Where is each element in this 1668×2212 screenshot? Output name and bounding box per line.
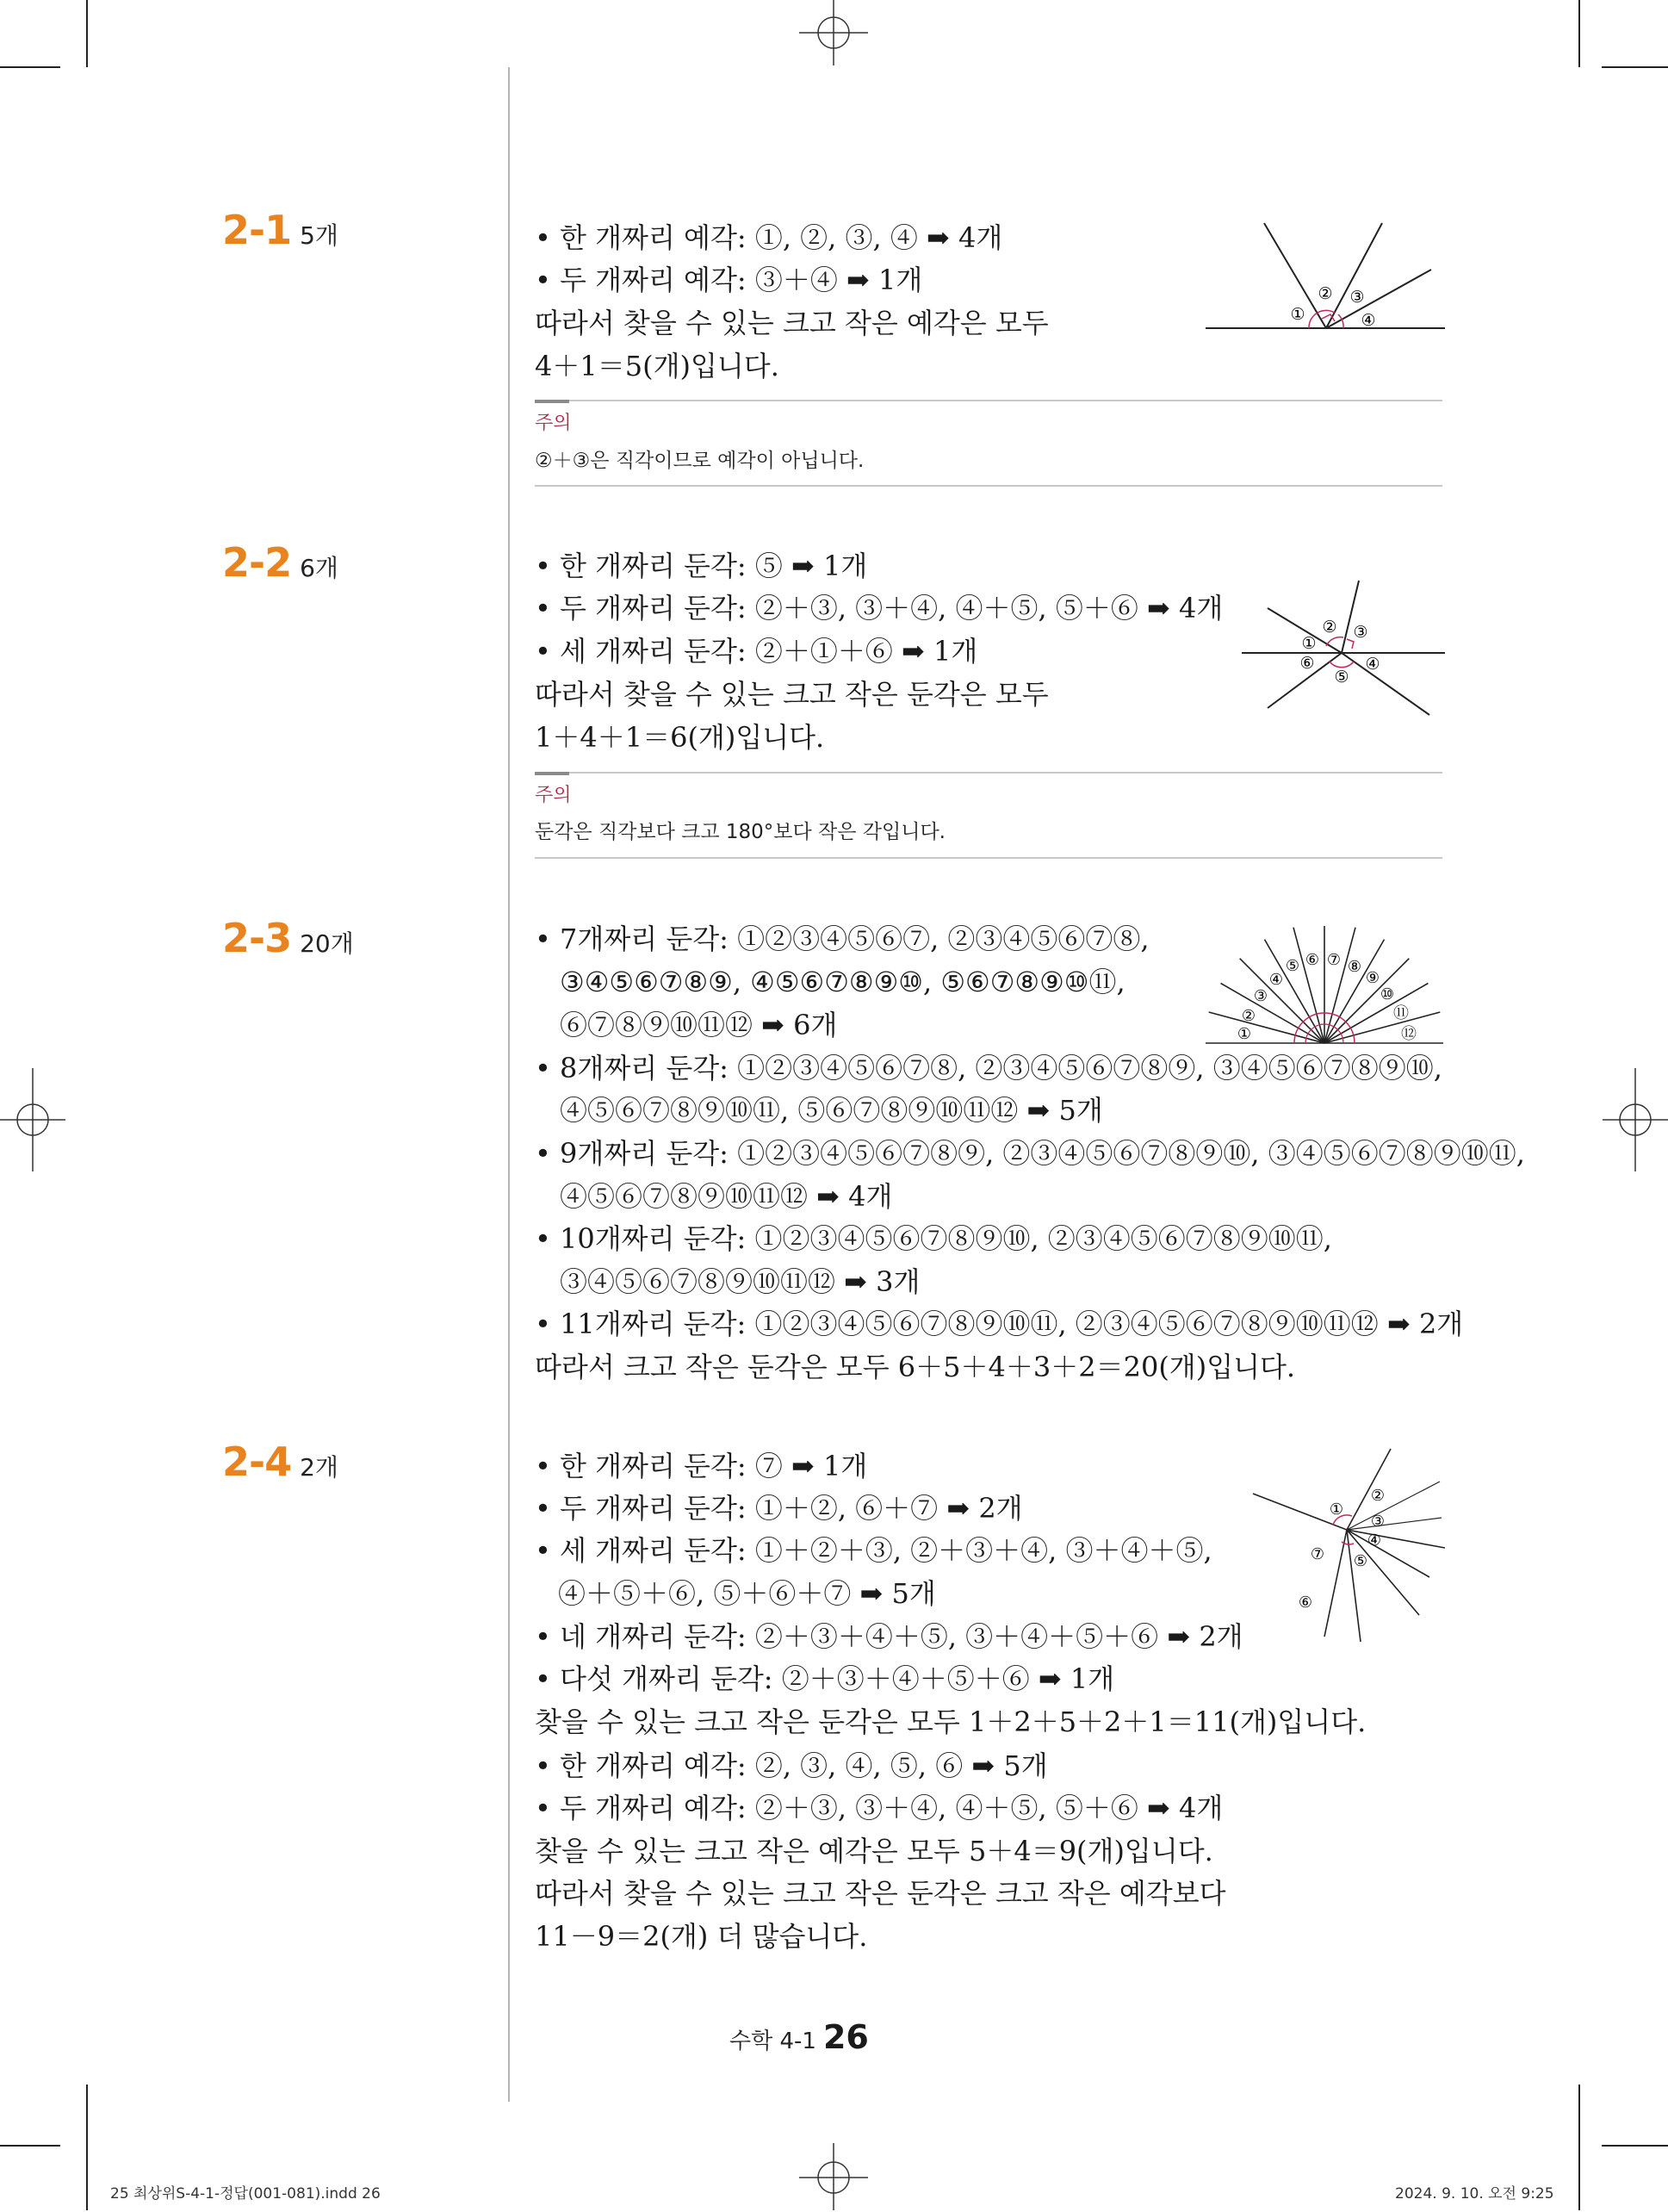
problem-answer: 20개 [300, 929, 354, 958]
figure-label: ③ [1349, 288, 1365, 307]
solution-line: • 네 개짜리 둔각: ②＋③＋④＋⑤, ③＋④＋⑤＋⑥ ➡ 2개 [535, 1620, 1243, 1653]
problem-heading [222, 1438, 338, 1485]
crop-mark [1602, 2145, 1668, 2147]
solution-line: • 세 개짜리 둔각: ①＋②＋③, ②＋③＋④, ③＋④＋⑤, [535, 1534, 1212, 1567]
figure-label: ② [1318, 284, 1333, 303]
solution-line: ③④⑤⑥⑦⑧⑨, ④⑤⑥⑦⑧⑨⑩, ⑤⑥⑦⑧⑨⑩⑪, [560, 966, 1125, 998]
problem-number: 2-2 [222, 539, 292, 586]
registration-mark [1603, 1068, 1668, 1171]
note-rule-bottom [535, 485, 1442, 487]
solution-line: 찾을 수 있는 크고 작은 둔각은 모두 1＋2＋5＋2＋1＝11(개)입니다. [535, 1706, 1367, 1738]
figure-label: ① [1290, 305, 1305, 324]
solution-line: • 한 개짜리 둔각: ⑦ ➡ 1개 [535, 1450, 868, 1482]
figure-label: ⑨ [1365, 969, 1380, 987]
note-text: 둔각은 직각보다 크고 180°보다 작은 각입니다. [535, 821, 946, 843]
problem-heading [222, 915, 354, 961]
registration-mark [799, 2143, 868, 2212]
figure-label: ⑦ [1326, 951, 1342, 969]
print-slug-date: 2024. 9. 10. 오전 9:25 [1395, 2185, 1554, 2203]
solution-line: 따라서 찾을 수 있는 크고 작은 예각은 모두 [535, 307, 1049, 339]
note-label: 주의 [535, 413, 572, 434]
solution-line: • 한 개짜리 예각: ②, ③, ④, ⑤, ⑥ ➡ 5개 [535, 1749, 1048, 1782]
figure-label: ⑦ [1310, 1545, 1325, 1563]
crop-mark [86, 0, 88, 67]
solution-line: ④＋⑤＋⑥, ⑤＋⑥＋⑦ ➡ 5개 [558, 1577, 936, 1610]
solution-line: • 한 개짜리 둔각: ⑤ ➡ 1개 [535, 550, 868, 582]
crop-mark [1578, 0, 1580, 67]
problem-heading [222, 539, 338, 586]
figure-label: ⑥ [1298, 1594, 1313, 1612]
problem-number: 2-3 [222, 915, 292, 961]
solution-line: • 두 개짜리 예각: ②＋③, ③＋④, ④＋⑤, ⑤＋⑥ ➡ 4개 [535, 1792, 1224, 1824]
page-footer [729, 2018, 869, 2056]
figure-label: ④ [1367, 1532, 1382, 1550]
solution-line: 11－9＝2(개) 더 많습니다. [535, 1920, 868, 1953]
solution-line: • 두 개짜리 예각: ③＋④ ➡ 1개 [535, 264, 923, 296]
solution-line: • 11개짜리 둔각: ①②③④⑤⑥⑦⑧⑨⑩⑪, ②③④⑤⑥⑦⑧⑨⑩⑪⑫ ➡ 2개 [535, 1308, 1464, 1340]
figure-label: ⑤ [1285, 957, 1300, 975]
note-label: 주의 [535, 785, 572, 806]
note-rule-bottom [535, 857, 1442, 859]
solution-line: ⑥⑦⑧⑨⑩⑪⑫ ➡ 6개 [560, 1009, 838, 1041]
crop-mark [0, 66, 60, 68]
solution-line: • 두 개짜리 둔각: ②＋③, ③＋④, ④＋⑤, ⑤＋⑥ ➡ 4개 [535, 592, 1224, 624]
problem-number: 2-4 [222, 1438, 292, 1485]
figure-label: ⑤ [1353, 1552, 1368, 1570]
crop-mark [86, 2085, 88, 2210]
angle-figure [1206, 220, 1447, 336]
crop-mark [1602, 66, 1668, 68]
fan-angle-figure [1204, 926, 1445, 1048]
figure-label: ① [1301, 634, 1317, 653]
crop-mark [0, 2145, 60, 2147]
figure-label: ⑫ [1401, 1025, 1417, 1043]
figure-label: ④ [1268, 971, 1284, 989]
solution-line: ④⑤⑥⑦⑧⑨⑩⑪, ⑤⑥⑦⑧⑨⑩⑪⑫ ➡ 5개 [560, 1094, 1103, 1127]
solution-line: • 세 개짜리 둔각: ②＋①＋⑥ ➡ 1개 [535, 635, 978, 668]
solution-line: • 8개짜리 둔각: ①②③④⑤⑥⑦⑧, ②③④⑤⑥⑦⑧⑨, ③④⑤⑥⑦⑧⑨⑩, [535, 1052, 1442, 1084]
solution-line: 찾을 수 있는 크고 작은 예각은 모두 5＋4＝9(개)입니다. [535, 1835, 1213, 1867]
angle-figure [1240, 579, 1447, 725]
column-divider [508, 67, 510, 2102]
figure-label: ③ [1253, 987, 1268, 1005]
problem-number: 2-1 [222, 207, 292, 253]
solution-line: ④⑤⑥⑦⑧⑨⑩⑪⑫ ➡ 4개 [560, 1180, 893, 1213]
solution-line: • 한 개짜리 예각: ①, ②, ③, ④ ➡ 4개 [535, 221, 1003, 254]
solution-line: • 7개짜리 둔각: ①②③④⑤⑥⑦, ②③④⑤⑥⑦⑧, [535, 923, 1150, 955]
figure-label: ④ [1365, 655, 1380, 674]
print-slug-file: 25 최상위S-4-1-정답(001-081).indd 26 [110, 2185, 381, 2203]
figure-label: ④ [1361, 311, 1376, 330]
solution-line: 4＋1＝5(개)입니다. [535, 350, 779, 382]
registration-mark [799, 0, 868, 69]
page-number: 26 [822, 2018, 869, 2056]
angle-figure [1249, 1447, 1447, 1645]
solution-line: 1＋4＋1＝6(개)입니다. [535, 721, 825, 754]
figure-label: ⑧ [1347, 958, 1362, 976]
figure-label: ⑤ [1334, 668, 1349, 687]
registration-mark [0, 1068, 65, 1171]
figure-label: ① [1329, 1501, 1344, 1519]
solution-line: • 두 개짜리 둔각: ①＋②, ⑥＋⑦ ➡ 2개 [535, 1492, 1023, 1525]
figure-label: ② [1322, 618, 1337, 637]
figure-label: ⑥ [1299, 654, 1315, 673]
figure-label: ③ [1370, 1513, 1386, 1531]
crop-mark [1578, 2085, 1580, 2210]
solution-line: ③④⑤⑥⑦⑧⑨⑩⑪⑫ ➡ 3개 [560, 1265, 921, 1298]
footer-subject: 수학 4-1 [729, 2029, 816, 2054]
problem-answer: 5개 [300, 221, 338, 250]
note-marker [535, 772, 569, 775]
problem-answer: 6개 [300, 554, 338, 582]
figure-label: ⑥ [1305, 951, 1320, 969]
figure-label: ① [1237, 1025, 1252, 1043]
note-text: ②＋③은 직각이므로 예각이 아닙니다. [535, 450, 865, 472]
solution-line: • 10개짜리 둔각: ①②③④⑤⑥⑦⑧⑨⑩, ②③④⑤⑥⑦⑧⑨⑩⑪, [535, 1222, 1332, 1255]
figure-label: ⑩ [1380, 985, 1395, 1003]
figure-label: ⑪ [1393, 1004, 1409, 1022]
solution-line: • 9개짜리 둔각: ①②③④⑤⑥⑦⑧⑨, ②③④⑤⑥⑦⑧⑨⑩, ③④⑤⑥⑦⑧⑨⑩⑪, [535, 1137, 1525, 1170]
note-rule-top [535, 400, 1442, 401]
solution-line: 따라서 찾을 수 있는 크고 작은 둔각은 모두 [535, 678, 1049, 711]
note-rule-top [535, 772, 1442, 774]
figure-label: ② [1370, 1487, 1386, 1505]
figure-label: ② [1241, 1007, 1256, 1025]
problem-heading [222, 207, 338, 253]
solution-line: • 다섯 개짜리 둔각: ②＋③＋④＋⑤＋⑥ ➡ 1개 [535, 1662, 1115, 1695]
note-marker [535, 400, 569, 403]
solution-line: 따라서 크고 작은 둔각은 모두 6＋5＋4＋3＋2＝20(개)입니다. [535, 1351, 1296, 1383]
figure-label: ③ [1353, 623, 1368, 642]
problem-answer: 2개 [300, 1453, 338, 1482]
solution-line: 따라서 찾을 수 있는 크고 작은 둔각은 크고 작은 예각보다 [535, 1877, 1226, 1910]
